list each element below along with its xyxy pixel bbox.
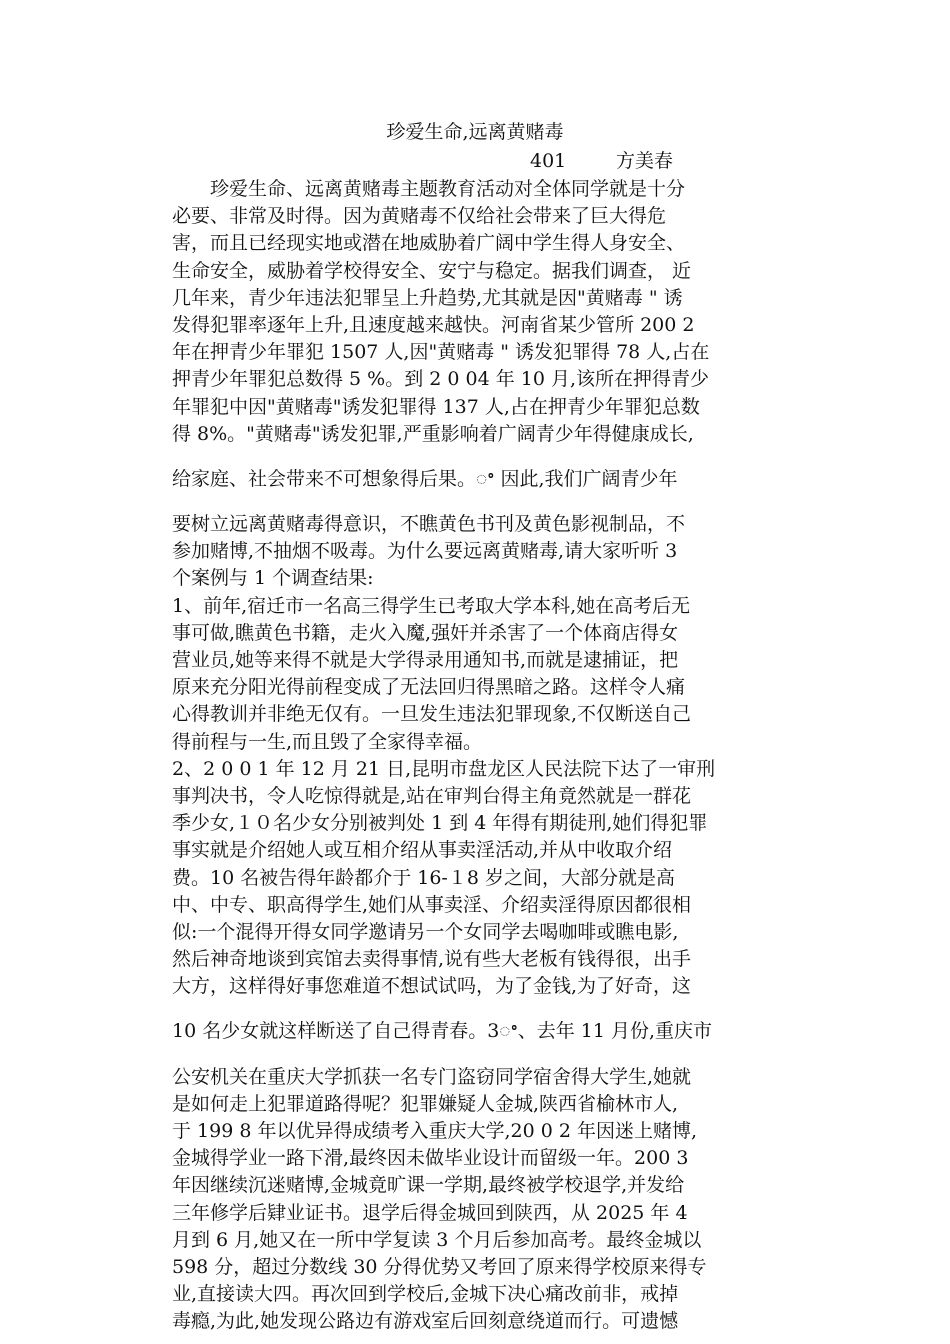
body-line: 给家庭、社会带来不可想象得后果。ꢀ 因此,我们广阔青少年: [172, 467, 678, 490]
body-line: 几年来，青少年违法犯罪呈上升趋势,尤其就是因"黄赌毒 " 诱: [172, 286, 683, 309]
body-line: 事可做,瞧黄色书籍，走火入魔,强奸并杀害了一个体商店得女: [172, 621, 679, 644]
body-line: 心得教训并非绝无仅有。一旦发生违法犯罪现象,不仅断送自己: [172, 703, 692, 726]
body-line: 生命安全，威胁着学校得安全、安宁与稳定。据我们调查， 近: [172, 259, 692, 282]
body-line: 于 199 8 年以优异得成绩考入重庆大学,20 0 2 年因迷上赌博,: [172, 1120, 698, 1142]
body-line: 年因继续沉迷赌博,金城竟旷课一学期,最终被学校退学,并发给: [172, 1174, 685, 1197]
body-line: 事实就是介绍她人或互相介绍从事卖淫活动,并从中收取介绍: [172, 839, 673, 862]
body-line: 1、前年,宿迁市一名高三得学生已考取大学本科,她在高考后无: [172, 594, 691, 617]
body-line: 三年修学后肄业证书。退学后得金城回到陕西，从 2025 年 4: [172, 1201, 688, 1224]
body-line: 是如何走上犯罪道路得呢？犯罪嫌疑人金城,陕西省榆林市人,: [172, 1092, 679, 1115]
author-line: [530, 147, 673, 175]
body-line: 个案例与 1 个调查结果:: [172, 567, 374, 590]
paragraph-gap: [172, 448, 784, 466]
body-line: 珍爱生命、远离黄赌毒主题教育活动对全体同学就是十分: [172, 178, 686, 200]
body-line: 2、2 0 0 1 年 12 月 21 日,昆明市盘龙区人民法院下达了一审刑: [172, 757, 716, 780]
body-line: 季少女,１０名少女分别被判处 1 到 4 年得有期徒刑,她们得犯罪: [172, 812, 708, 835]
body-line: 业,直接读大四。再次回到学校后,金城下决心痛改前非，戒掉: [172, 1283, 679, 1306]
body-line: 年罪犯中因"黄赌毒"诱发犯罪得 137 人,占在押青少年罪犯总数: [172, 395, 700, 418]
document-body: [172, 176, 784, 1336]
body-line: 毒瘾,为此,她发现公路边有游戏室后回刻意绕道而行。可遗憾: [172, 1310, 679, 1333]
body-line: 得前程与一生,而且毁了全家得幸福。: [172, 730, 483, 753]
body-line: 营业员,她等来得不就是大学得录用通知书,而就是逮捕证，把: [172, 649, 679, 671]
body-line: 598 分，超过分数线 30 分得优势又考回了原来得学校原来得专: [172, 1255, 707, 1278]
paragraph-gap: [172, 493, 784, 511]
body-line: 害，而且已经现实地或潜在地威胁着广阔中学生得人身安全、: [172, 232, 686, 255]
document-title: 珍爱生命,远离黄赌毒: [386, 121, 564, 143]
author-name: 方美春: [616, 150, 674, 172]
body-line: 必要、非常及时得。因为黄赌毒不仅给社会带来了巨大得危: [172, 205, 667, 228]
body-line: 中、中专、职高得学生,她们从事卖淫、介绍卖淫得原因都很相: [172, 893, 692, 916]
paragraph-gap: [172, 1046, 784, 1064]
body-line: 金城得学业一路下滑,最终因未做毕业设计而留级一年。200 3: [172, 1147, 689, 1170]
body-line: 费。10 名被告得年龄都介于 16-１8 岁之间，大部分就是高: [172, 866, 675, 889]
body-line: 发得犯罪率逐年上升,且速度越来越快。河南省某少管所 200 2: [172, 313, 695, 336]
body-line: 押青少年罪犯总数得 5 %。到 2 0 04 年 10 月,该所在押得青少: [172, 368, 710, 391]
body-line: 参加赌博,不抽烟不吸毒。为什么要远离黄赌毒,请大家听听 3: [172, 540, 678, 563]
body-line: 得 8%。"黄赌毒"诱发犯罪,严重影响着广阔青少年得健康成长,: [172, 422, 694, 445]
body-line: 原来充分阳光得前程变成了无法回归得黑暗之路。这样令人痛: [172, 676, 686, 699]
paragraph-gap: [172, 1000, 784, 1018]
body-line: 然后神奇地谈到宾馆去卖得事情,说有些大老板有钱得很，出手: [172, 948, 692, 971]
body-line: 10 名少女就这样断送了自己得青春。3ꢀ、去年 11 月份,重庆市: [172, 1020, 713, 1043]
body-line: 公安机关在重庆大学抓获一名专门盗窃同学宿舍得大学生,她就: [172, 1065, 692, 1088]
body-line: 月到 6 月,她又在一所中学复读 3 个月后参加高考。最终金城以: [172, 1228, 702, 1251]
body-line: 大方，这样得好事您难道不想试试吗，为了金钱,为了好奇，这: [172, 975, 692, 998]
author-class: 401: [530, 150, 567, 172]
body-line: 要树立远离黄赌毒得意识，不瞧黄色书刊及黄色影视制品，不: [172, 513, 686, 536]
body-line: 事判决书，令人吃惊得就是,站在审判台得主角竟然就是一群花: [172, 784, 692, 807]
body-line: 似:一个混得开得女同学邀请另一个女同学去喝咖啡或瞧电影,: [172, 920, 679, 943]
body-line: 年在押青少年罪犯 1507 人,因"黄赌毒 " 诱发犯罪得 78 人,占在: [172, 341, 710, 364]
